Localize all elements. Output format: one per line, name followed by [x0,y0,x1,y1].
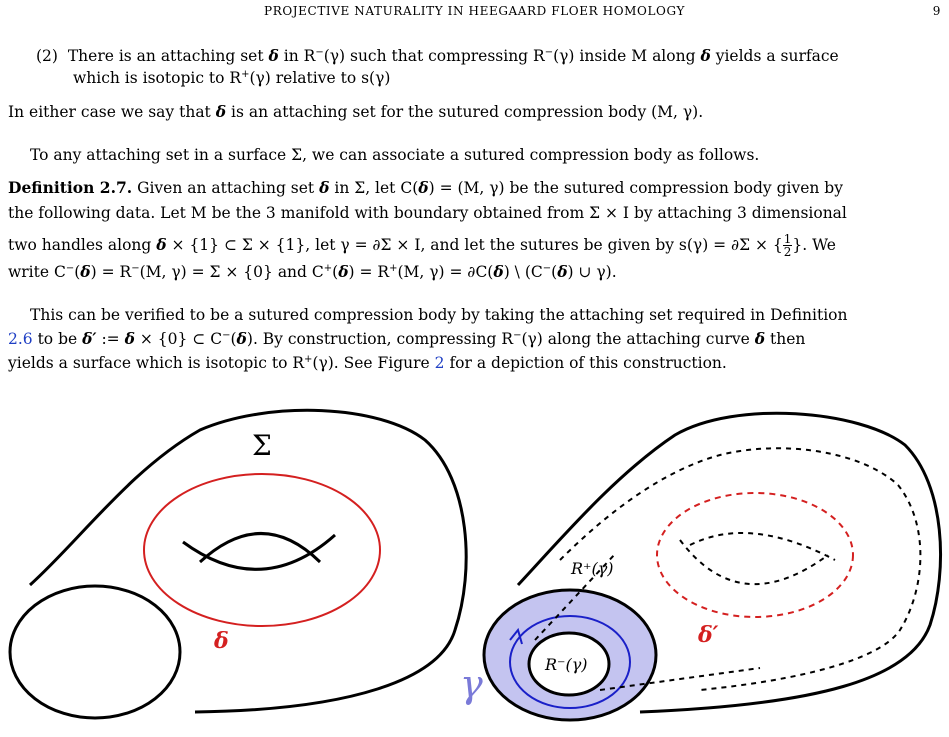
header-title: PROJECTIVE NATURALITY IN HEEGAARD FLOER HOMOLOGY [264,4,685,18]
r-plus-label: R⁺(γ) [571,559,614,578]
delta-prime-label: δ′ [698,622,719,648]
definition-line-3: two handles along δ × {1} ⊂ Σ × {1}, let γ = ∂Σ × I, and let the sutures be given by s(γ) = ∂Σ × { $\frac{1}{2}$ }. We [8,232,836,259]
sigma-label: Σ [252,429,272,462]
compression-body-figure [0,395,949,737]
left-hole-bottom [183,535,335,569]
verify-line-3: yields a surface which is isotopic to R+(γ). See Figure 2 for a depiction of this construction. [8,354,727,372]
verify-line-2: 2.6 to be δ′ := δ × {0} ⊂ C−(δ). By construction, compressing R−(γ) along the attaching curve δ then [8,329,806,348]
verify-line-1: This can be verified to be a sutured compression body by taking the attaching set required in Definition [30,306,848,324]
right-delta-prime-curve [657,493,853,617]
page-number: 9 [932,4,941,18]
r-minus-label: R⁻(γ) [545,655,588,674]
definition-line-1: Definition 2.7. Given an attaching set δ in Σ, let C(δ) = (M, γ) be the sutured compression body given by [8,178,843,197]
left-delta-curve [144,474,380,626]
delta-label-left: δ [214,628,229,654]
left-boundary-circle [10,586,180,718]
right-hole-bottom [680,540,828,584]
left-surface-outline [30,410,466,712]
either-case-line: In either case we say that δ is an attaching set for the sutured compression body (M, γ). [8,102,704,121]
definition-line-4: write C−(δ) = R−(M, γ) = Σ × {0} and C+(δ) = R+(M, γ) = ∂C(δ) \ (C−(δ) ∪ γ). [8,262,617,281]
running-header [0,4,949,24]
item-2-line-1: (2) There is an attaching set δ in R−(γ) such that compressing R−(γ) inside M along δ yields a surface [36,46,839,65]
definition-line-2: the following data. Let M be the 3 manifold with boundary obtained from Σ × I by attaching 3 dimensional [8,204,847,222]
definition-2-6-link[interactable]: 2.6 [8,330,33,348]
association-line: To any attaching set in a surface Σ, we can associate a sutured compression body as follows. [30,146,760,164]
definition-label: Definition 2.7. [8,178,133,197]
item-2-line-2: which is isotopic to R+(γ) relative to s(γ) [73,69,391,87]
figure-2-link[interactable]: 2 [434,354,445,372]
gamma-label: γ [460,662,483,706]
one-half-fraction: $\frac{1}{2}$ [783,232,792,259]
right-hole-top [690,533,835,560]
